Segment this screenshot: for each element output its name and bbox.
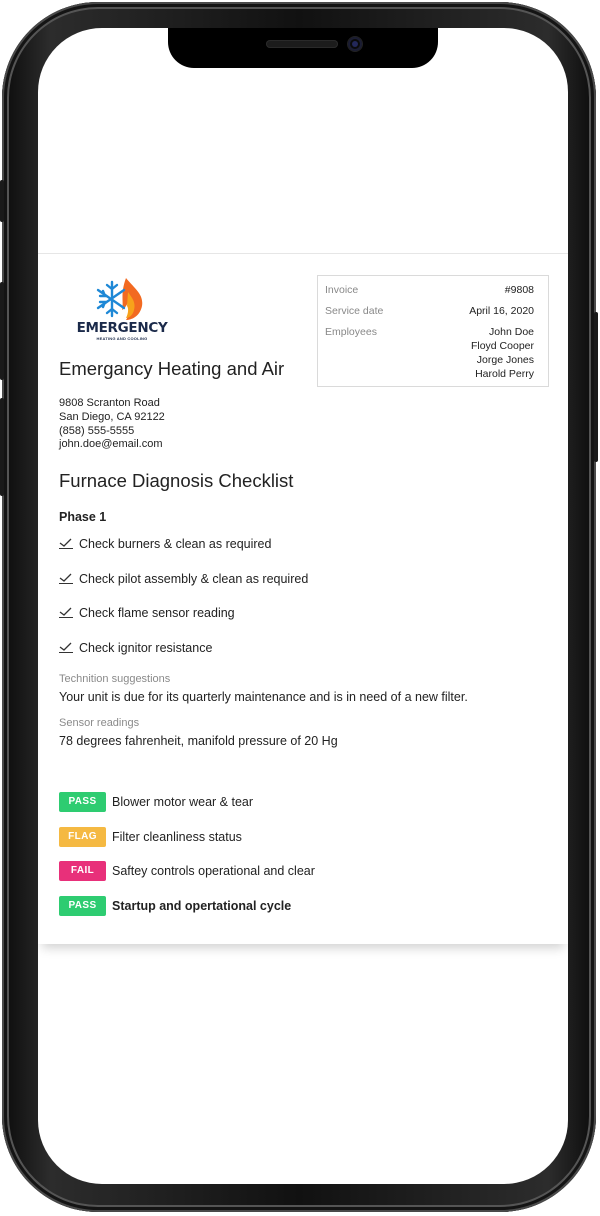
checklist-item[interactable] — [59, 572, 308, 586]
readings-label: Sensor readings — [59, 717, 140, 729]
status-label: Startup and opertational cycle — [112, 899, 292, 913]
status-row — [59, 896, 291, 916]
speaker-grille — [266, 40, 338, 48]
checklist-title: Furnace Diagnosis Checklist — [59, 470, 294, 491]
employee-name: Floyd Cooper — [470, 339, 534, 352]
status-row — [59, 792, 253, 812]
status-badge: FLAG — [59, 827, 106, 847]
mute-switch — [0, 180, 4, 222]
logo-wordmark: EMERGENCY — [76, 320, 168, 336]
status-badge: PASS — [59, 792, 106, 812]
suggestions-label: Technition suggestions — [59, 673, 171, 685]
status-row — [59, 827, 242, 847]
invoice-document — [38, 253, 568, 944]
checklist-item[interactable] — [59, 606, 235, 620]
notch — [168, 28, 438, 68]
service-date-label: Service date — [325, 305, 384, 317]
checklist-item-label: Check ignitor resistance — [79, 641, 213, 655]
employee-name: Harold Perry — [475, 367, 534, 380]
status-row — [59, 861, 315, 881]
front-camera-icon — [348, 37, 362, 51]
checkmark-icon — [59, 537, 73, 549]
invoice-number: #9808 — [504, 284, 534, 296]
phase-heading: Phase 1 — [59, 510, 107, 524]
status-badge: PASS — [59, 896, 106, 916]
company-address — [59, 397, 165, 452]
volume-up-button — [0, 282, 4, 380]
suggestions-value: Your unit is due for its quarterly maintenance and is in need of a new filter. — [59, 690, 468, 704]
checklist-item[interactable] — [59, 537, 271, 551]
checkmark-icon — [59, 641, 73, 653]
power-button — [594, 312, 598, 462]
status-badge: FAIL — [59, 861, 106, 881]
checklist-item-label: Check burners & clean as required — [79, 537, 272, 551]
company-logo — [76, 274, 168, 346]
status-label: Blower motor wear & tear — [112, 795, 254, 809]
address-line-1: 9808 Scranton Road — [59, 397, 160, 409]
service-date-value: April 16, 2020 — [469, 305, 534, 317]
phone-screen — [38, 28, 568, 1184]
checklist-item-label: Check pilot assembly & clean as required — [79, 572, 309, 586]
company-phone: (858) 555-5555 — [59, 424, 135, 437]
logo-tagline: HEATING AND COOLING — [96, 336, 148, 341]
address-line-2: San Diego, CA 92122 — [59, 410, 165, 423]
flame-snowflake-icon — [76, 274, 168, 322]
checkmark-icon — [59, 606, 73, 618]
checklist-item[interactable] — [59, 641, 212, 655]
phone-frame — [2, 2, 596, 1212]
company-name: Emergancy Heating and Air — [59, 358, 285, 379]
status-label: Filter cleanliness status — [112, 830, 242, 844]
checklist-item-label: Check flame sensor reading — [79, 606, 235, 620]
employees-list — [471, 326, 534, 382]
employees-label: Employees — [325, 326, 377, 338]
company-email[interactable]: john.doe@email.com — [59, 438, 163, 451]
checkmark-icon — [59, 572, 73, 584]
employee-name: Jorge Jones — [476, 353, 534, 366]
invoice-label: Invoice — [325, 284, 359, 296]
readings-value: 78 degrees fahrenheit, manifold pressure of 20 Hg — [59, 734, 338, 748]
employee-name: John Doe — [489, 326, 534, 338]
volume-down-button — [0, 398, 4, 496]
status-label: Saftey controls operational and clear — [112, 864, 315, 878]
invoice-meta-box — [317, 275, 549, 387]
